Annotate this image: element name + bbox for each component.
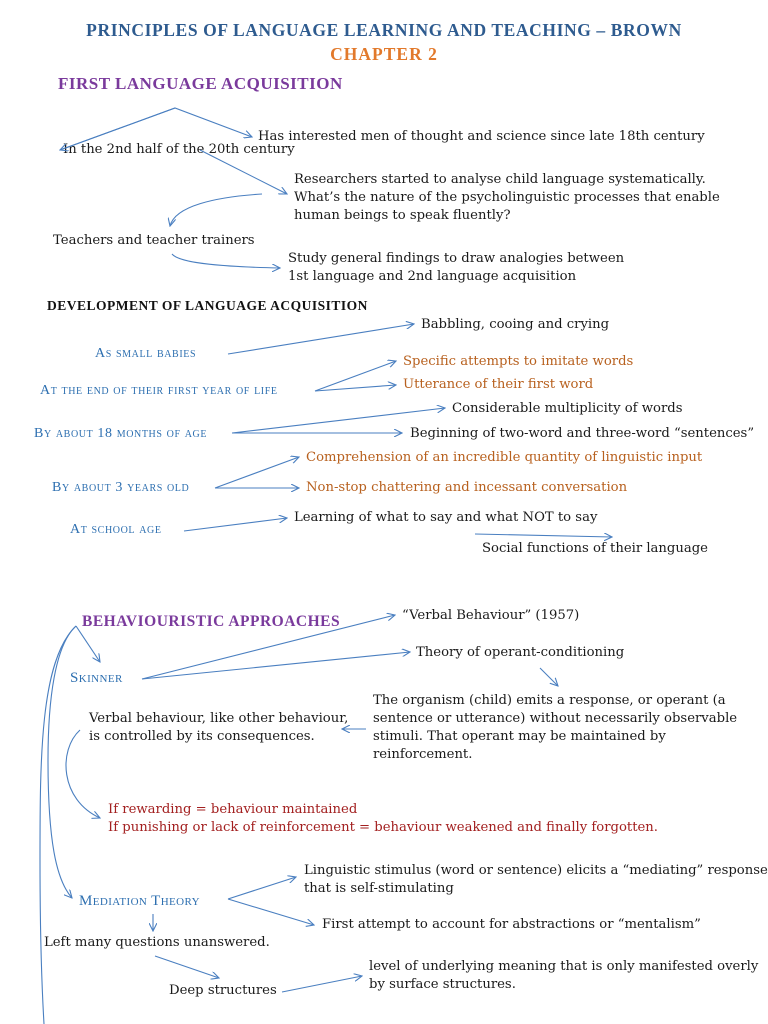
stage-18-months: By about 18 months of age (34, 426, 208, 441)
operant-theory-text: Theory of operant-conditioning (416, 645, 625, 660)
study-line-2: 1st language and 2nd language acquisition (288, 269, 577, 284)
arrow-to-mentalism (228, 899, 314, 925)
first-language-heading: FIRST LANGUAGE ACQUISITION (58, 74, 343, 93)
organism-line-3: stimuli. That operant may be maintained by (373, 729, 666, 744)
stage-first-year: At the end of their first year of life (40, 383, 278, 398)
chapter-label: CHAPTER 2 (330, 44, 438, 64)
skinner-label: Skinner (70, 670, 123, 686)
mentalism-text: First attempt to account for abstractions or “mentalism” (322, 917, 701, 932)
punishing-text: If punishing or lack of reinforcement = behaviour weakened and finally forgotten. (108, 820, 658, 835)
development-heading: DEVELOPMENT OF LANGUAGE ACQUISITION (47, 298, 368, 313)
rewarding-text: If rewarding = behaviour maintained (108, 802, 358, 817)
verbal-behaviour-book: “Verbal Behaviour” (1957) (402, 608, 580, 623)
arrow-to-comprehension (215, 457, 299, 488)
unanswered-text: Left many questions unanswered. (44, 935, 270, 950)
two-word-text: Beginning of two-word and three-word “sentences” (410, 426, 755, 441)
mediation-theory-label: Mediation Theory (79, 893, 200, 909)
organism-line-1: The organism (child) emits a response, or operant (a (373, 693, 726, 708)
arrow-to-mediation (48, 626, 76, 898)
arrow-to-stimulus (228, 877, 296, 899)
arrow-to-operant-theory (142, 652, 410, 679)
teachers-text: Teachers and teacher trainers (53, 233, 255, 248)
page-title: PRINCIPLES OF LANGUAGE LEARNING AND TEACHING – BROWN (86, 20, 682, 40)
arrow-to-deep (155, 956, 219, 978)
researchers-line-3: human beings to speak fluently? (294, 208, 511, 223)
chattering-text: Non-stop chattering and incessant conversation (306, 480, 628, 495)
stimulus-line-1: Linguistic stimulus (word or sentence) elicits a “mediating” response (304, 863, 768, 878)
stage-3-years: By about 3 years old (52, 480, 190, 495)
multiplicity-text: Considerable multiplicity of words (452, 401, 683, 416)
imitate-text: Specific attempts to imitate words (403, 354, 634, 369)
stage-school-age: At school age (70, 522, 162, 537)
what-to-say-text: Learning of what to say and what NOT to say (294, 510, 598, 525)
stimulus-line-2: that is self-stimulating (304, 881, 454, 896)
underlying-line-2: by surface structures. (369, 977, 516, 992)
arrow-to-underlying (282, 976, 362, 992)
first-word-text: Utterance of their first word (403, 377, 594, 392)
arrow-to-study (172, 254, 280, 268)
social-text: Social functions of their language (482, 541, 708, 556)
babbling-text: Babbling, cooing and crying (421, 317, 610, 332)
arrow-to-organism (540, 668, 558, 686)
comprehension-text: Comprehension of an incredible quantity of linguistic input (306, 450, 703, 465)
researchers-line-2: What’s the nature of the psycholinguistic processes that enable (294, 190, 720, 205)
organism-line-2: sentence or utterance) without necessarily observable (373, 711, 738, 726)
organism-line-4: reinforcement. (373, 747, 473, 762)
arrow-to-what-to-say (184, 518, 287, 531)
second-half-text: In the 2nd half of the 20th century (63, 142, 295, 157)
controlled-line-1: Verbal behaviour, like other behaviour, (89, 711, 349, 726)
arrow-to-teachers (170, 194, 262, 226)
arrow-to-social (475, 534, 612, 537)
researchers-line-1: Researchers started to analyse child language systematically. (294, 172, 706, 187)
arrow-to-skinner (76, 626, 100, 662)
deep-structures-text: Deep structures (169, 983, 277, 998)
behaviouristic-heading: BEHAVIOURISTIC APPROACHES (82, 613, 341, 630)
underlying-line-1: level of underlying meaning that is only manifested overly (369, 959, 759, 974)
arrow-to-imitate (315, 361, 396, 391)
study-line-1: Study general findings to draw analogies between (288, 251, 625, 266)
controlled-line-2: is controlled by its consequences. (89, 729, 315, 744)
arrow-to-babbling (228, 324, 414, 354)
stage-small-babies: As small babies (95, 346, 197, 361)
interest-text: Has interested men of thought and science since late 18th century (258, 129, 705, 144)
arrow-to-first-word (315, 385, 396, 391)
